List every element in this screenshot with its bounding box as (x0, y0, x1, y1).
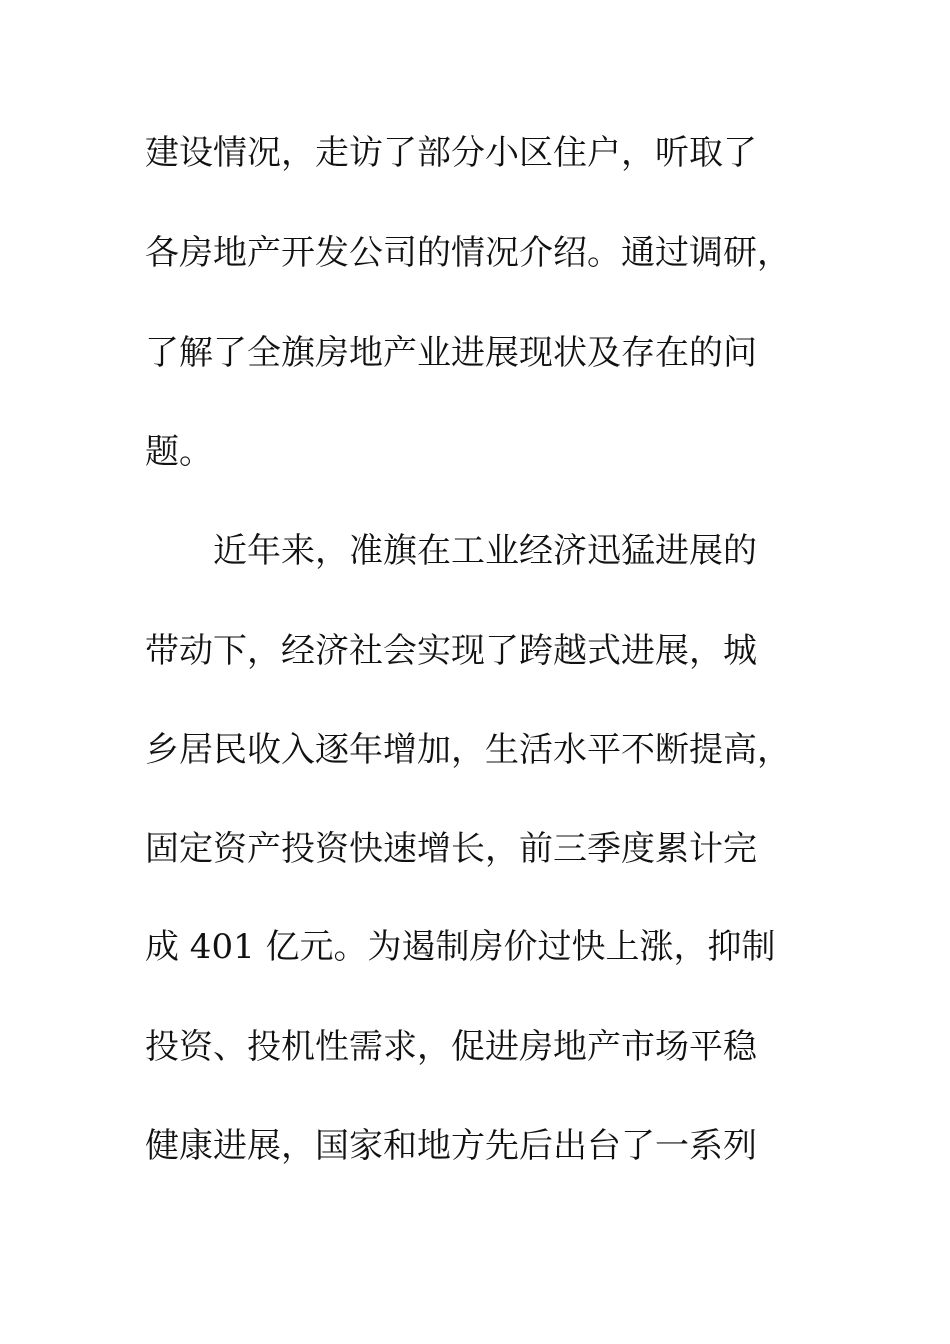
paragraph-line: 题。 (145, 432, 213, 472)
paragraph-line: 各房地产开发公司的情况介绍。通过调研， (145, 233, 791, 273)
paragraph-line: 建设情况，走访了部分小区住户，听取了 (145, 133, 757, 173)
paragraph-line: 健康进展，国家和地方先后出台了一系列 (145, 1126, 757, 1166)
paragraph-first-line: 近年来，准旗在工业经济迅猛进展的 (213, 531, 757, 571)
paragraph-line: 成 401 亿元。为遏制房价过快上涨，抑制 (145, 927, 776, 967)
paragraph-line: 投资、投机性需求，促进房地产市场平稳 (145, 1027, 757, 1067)
paragraph-line: 带动下，经济社会实现了跨越式进展，城 (145, 631, 757, 671)
paragraph-line: 乡居民收入逐年增加，生活水平不断提高， (145, 730, 791, 770)
paragraph-line: 固定资产投资快速增长，前三季度累计完 (145, 829, 757, 869)
paragraph-line: 了解了全旗房地产业进展现状及存在的问 (145, 333, 757, 373)
